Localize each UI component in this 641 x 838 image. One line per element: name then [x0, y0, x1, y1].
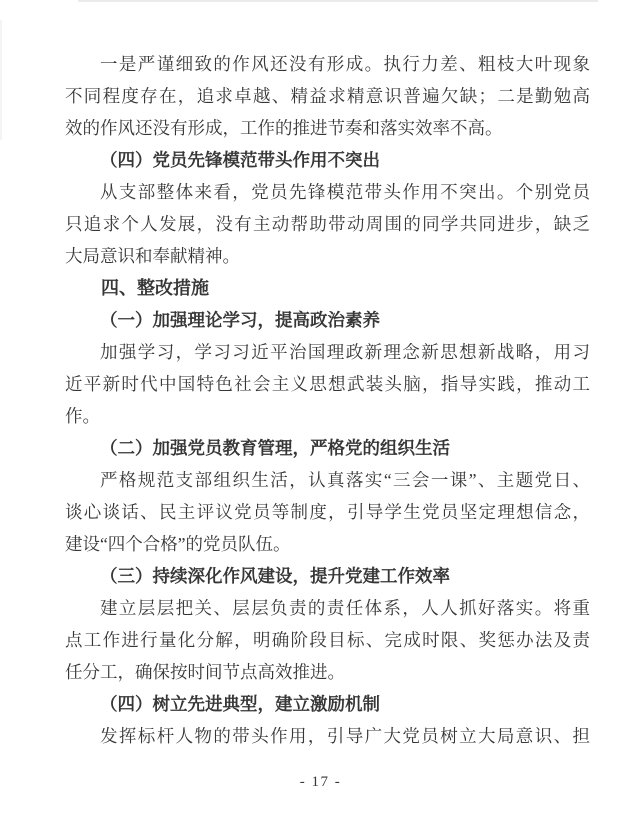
- paragraph-rigorous-workstyle: [65, 48, 590, 144]
- text-line: 近平新时代中国特色社会主义思想武装头脑，指导实践，推动工: [65, 374, 590, 394]
- text-line: 从支部整体来看，党员先锋模范带头作用不突出。个别党员: [100, 182, 590, 202]
- scan-artifact-left: [0, 20, 2, 140]
- heading-measure-3-workstyle-building: [65, 560, 590, 592]
- paragraph-role-model-lead: [65, 720, 590, 752]
- text-line: 四、整改措施: [101, 278, 209, 298]
- text-line: 严格规范支部组织生活，认真落实“三会一课”、主题党日、: [100, 470, 590, 490]
- page-number: - 17 -: [299, 774, 342, 790]
- heading-measure-4-role-models: [65, 688, 590, 720]
- text-line: 发挥标杆人物的带头作用，引导广大党员树立大局意识、担: [100, 726, 590, 746]
- text-line: 建设“四个合格”的党员队伍。: [65, 534, 291, 554]
- paragraph-strengthen-study: [65, 336, 590, 432]
- text-line: 谈心谈话、民主评议党员等制度，引导学生党员坚定理想信念，: [65, 502, 590, 522]
- page-footer: [0, 771, 641, 793]
- text-line: 点工作进行量化分解，明确阶段目标、完成时限、奖惩办法及责: [65, 630, 590, 650]
- text-line: （四）党员先锋模范带头作用不突出: [100, 150, 380, 170]
- text-line: 加强学习，学习习近平治国理政新理念新思想新战略，用习: [100, 342, 590, 362]
- text-line: 作。: [65, 406, 100, 426]
- text-line: （三）持续深化作风建设，提升党建工作效率: [100, 566, 450, 586]
- paragraph-branch-overview: [65, 176, 590, 272]
- paragraph-responsibility-system: [65, 592, 590, 688]
- document-body: [65, 48, 590, 752]
- heading-4-vanguard-role-not-prominent: [65, 144, 590, 176]
- text-line: 一是严谨细致的作风还没有形成。执行力差、粗枝大叶现象: [100, 54, 590, 74]
- text-line: （二）加强党员教育管理，严格党的组织生活: [100, 438, 450, 458]
- text-line: 建立层层把关、层层负责的责任体系，人人抓好落实。将重: [100, 598, 590, 618]
- text-line: 大局意识和奉献精神。: [65, 246, 240, 266]
- paragraph-organizational-life: [65, 464, 590, 560]
- text-line: （四）树立先进典型，建立激励机制: [100, 694, 380, 714]
- text-line: （一）加强理论学习，提高政治素养: [100, 310, 380, 330]
- scan-artifact-top: [78, 0, 598, 2]
- text-line: 只追求个人发展，没有主动帮助带动周围的同学共同进步，缺乏: [65, 214, 590, 234]
- text-line: 效的作风还没有形成，工作的推进节奏和落实效率不高。: [65, 118, 503, 138]
- heading-measure-2-member-education: [65, 432, 590, 464]
- text-line: 任分工，确保按时间节点高效推进。: [65, 662, 345, 682]
- heading-measure-1-theory-study: [65, 304, 590, 336]
- text-line: 不同程度存在，追求卓越、精益求精意识普遍欠缺；二是勤勉高: [65, 86, 590, 106]
- heading-section-4-rectification-measures: [65, 272, 590, 304]
